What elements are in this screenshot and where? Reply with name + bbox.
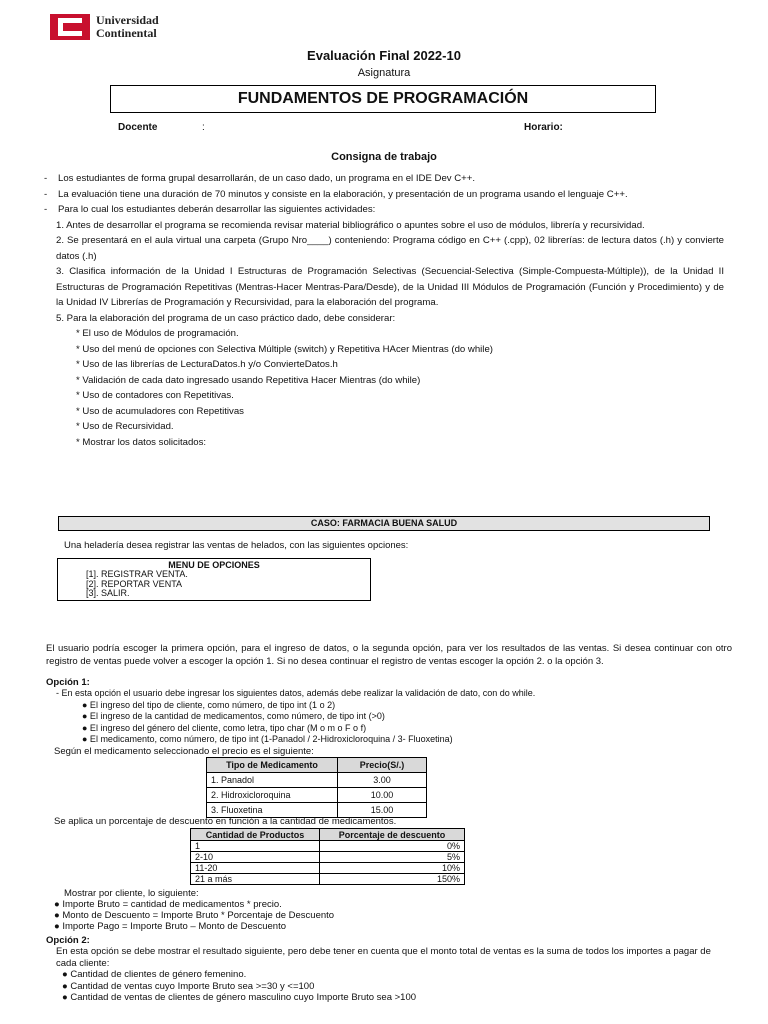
case-title-box: CASO: FARMACIA BUENA SALUD — [58, 516, 710, 531]
course-title-box: FUNDAMENTOS DE PROGRAMACIÓN — [110, 85, 656, 113]
option1-title: Opción 1: — [46, 677, 90, 688]
university-name: Universidad Continental — [96, 13, 159, 40]
menu-title: MENU DE OPCIONES — [168, 560, 260, 570]
table-row — [191, 874, 465, 885]
option2-item: ● Cantidad de clientes de género femenino. — [62, 969, 247, 980]
asignatura-label: Asignatura — [357, 67, 411, 79]
table-header-row — [207, 758, 427, 773]
instruction-sub-item: * Uso del menú de opciones con Selectiva Múltiple (switch) y Repetitiva HAcer Mientras (do while) — [76, 343, 493, 355]
instruction-bullet: - La evaluación tiene una duración de 70 minutos y consiste en la elaboración, y presentación de un programa usando el lenguaje C++. — [44, 187, 724, 203]
option1-item: ● El medicamento, como número, de tipo int (1-Panadol / 2-Hidroxicloroquina / 3- Fluoxetina) — [82, 734, 453, 744]
table-row — [207, 773, 427, 788]
table-header-row — [191, 829, 465, 841]
option2-text: En esta opción se debe mostrar el resultado siguiente, pero debe tener en cuenta que el monto total de ventas es la suma de todos los importes a pagar de cada cliente: — [56, 946, 711, 969]
table-cell: 2. Hidroxicloroquina — [207, 788, 338, 803]
case-paragraph: El usuario podría escoger la primera opción, para el ingreso de datos, o la segunda opción, para ver los resultados de las ventas. Si desea continuar con otro registro de ventas puede volver a escoger la opción 1. Si no desea continuar el registro de ventas escoger la opción 2. o la opción 3. — [46, 643, 732, 667]
table-cell: 1. Panadol — [207, 773, 338, 788]
case-intro: Una heladería desea registrar las ventas de helados, con las siguientes opciones: — [64, 540, 409, 551]
menu-item: [2]. REPORTAR VENTA — [86, 578, 183, 589]
instruction-sub-item: * El uso de Módulos de programación. — [76, 328, 239, 339]
instruction-bullet: - Para lo cual los estudiantes deberán desarrollar las siguientes actividades: — [44, 202, 724, 218]
table-row — [191, 852, 465, 863]
table-row — [191, 841, 465, 852]
show-title: Mostrar por cliente, lo siguiente: — [64, 888, 199, 899]
docente-colon: : — [202, 122, 205, 133]
option1-item: ● El ingreso de la cantidad de medicamentos, como número, de tipo int (>0) — [82, 711, 385, 721]
table-cell: 10% — [320, 863, 465, 874]
table-cell: 150% — [320, 874, 465, 885]
table-cell: 10.00 — [338, 788, 427, 803]
table-cell: 1 — [191, 841, 320, 852]
option1-item: ● El ingreso del tipo de cliente, como número, de tipo int (1 o 2) — [82, 699, 336, 710]
table-header: Precio(S/.) — [338, 758, 427, 773]
instruction-sub-item: * Uso de las librerías de LecturaDatos.h y/o ConvierteDatos.h — [76, 359, 338, 370]
table-cell: 2-10 — [191, 852, 320, 863]
instruction-sub-item: * Uso de Recursividad. — [76, 421, 174, 432]
table-cell: 3.00 — [338, 773, 427, 788]
show-item: ● Importe Bruto = cantidad de medicamentos * precio. — [54, 899, 282, 910]
docente-label: Docente — [118, 122, 158, 133]
discount-intro: Se aplica un porcentaje de descuento en función a la cantidad de medicamentos. — [54, 816, 397, 827]
show-item: ● Importe Pago = Importe Bruto – Monto de Descuento — [54, 921, 287, 932]
table-cell: 15.00 — [338, 803, 427, 818]
table-row — [191, 863, 465, 874]
option1-lead: - En esta opción el usuario debe ingresar los siguientes datos, además debe realizar la validación de dato, con do while. — [56, 688, 536, 698]
price-intro: Según el medicamento seleccionado el precio es el siguiente: — [54, 746, 314, 757]
table-header: Porcentaje de descuento — [320, 829, 465, 841]
option1-item: ● El ingreso del género del cliente, como letra, tipo char (M o m o F o f) — [82, 722, 367, 733]
table-header: Cantidad de Productos — [191, 829, 320, 841]
instruction-numbered: 1. Antes de desarrollar el programa se recomienda revisar material bibliográfico o apuntes sobre el uso de módulos, librería y recursividad. — [56, 219, 645, 231]
exam-title: Evaluación Final 2022-10 — [307, 48, 461, 63]
discount-table — [190, 828, 465, 885]
menu-item: [3]. SALIR. — [86, 588, 130, 598]
university-logo-icon — [50, 14, 90, 40]
table-cell: 11-20 — [191, 863, 320, 874]
option2-list — [56, 946, 732, 1004]
show-per-client — [54, 888, 335, 932]
option2-title: Opción 2: — [46, 935, 90, 946]
option1-list — [56, 688, 536, 746]
consigna-title: Consigna de trabajo — [331, 151, 437, 163]
table-cell: 0% — [320, 841, 465, 852]
show-item: ● Monto de Descuento = Importe Bruto * Porcentaje de Descuento — [54, 910, 335, 921]
instruction-bullet: - Los estudiantes de forma grupal desarrollarán, de un caso dado, un programa en el IDE Dev C++. — [44, 171, 724, 187]
menu-item: [1]. REGISTRAR VENTA. — [86, 569, 188, 579]
horario-label: Horario: — [524, 122, 563, 133]
table-header: Tipo de Medicamento — [207, 758, 338, 773]
table-cell: 21 a más — [191, 874, 320, 885]
price-table — [206, 757, 427, 818]
table-cell: 5% — [320, 852, 465, 863]
instruction-sub-item: * Uso de contadores con Repetitivas. — [76, 390, 234, 401]
menu-box — [57, 558, 371, 601]
table-row — [207, 788, 427, 803]
instruction-sub-item: * Validación de cada dato ingresado usando Repetitiva Hacer Mientras (do while) — [76, 374, 421, 386]
instruction-sub-item: * Mostrar los datos solicitados: — [76, 436, 207, 448]
instruction-sub-item: * Uso de acumuladores con Repetitivas — [76, 405, 244, 417]
option2-item: ● Cantidad de ventas cuyo Importe Bruto sea >=30 y <=100 — [62, 980, 315, 992]
instruction-numbered: 3. Clasifica información de la Unidad I Estructuras de Programación Selectivas (Secuencial-Selectiva (Simple-Compuesta-Múltiple)), de la Unidad II Estructuras de Programación Repetitivas (Mentras-Hacer Mentras-Para/Desde), de la Unidad III Módulos de Programación (Función y Procedimiento) y de la Unidad IV Librerías de Programación y Recursividad, para la elaboración del programa. — [56, 266, 724, 308]
option2-item: ● Cantidad de ventas de clientes de género masculino cuyo Importe Bruto sea >100 — [62, 992, 417, 1003]
instruction-numbered: 5. Para la elaboración del programa de un caso práctico dado, debe considerar: — [56, 312, 396, 324]
instruction-numbered: 2. Se presentará en el aula virtual una carpeta (Grupo Nro____) conteniendo: Programa código en C++ (.cpp), 02 librerías: de lectura datos (.h) y convierte datos (.h) — [56, 235, 724, 262]
instructions — [44, 171, 724, 450]
table-cell: 3. Fluoxetina — [207, 803, 338, 818]
